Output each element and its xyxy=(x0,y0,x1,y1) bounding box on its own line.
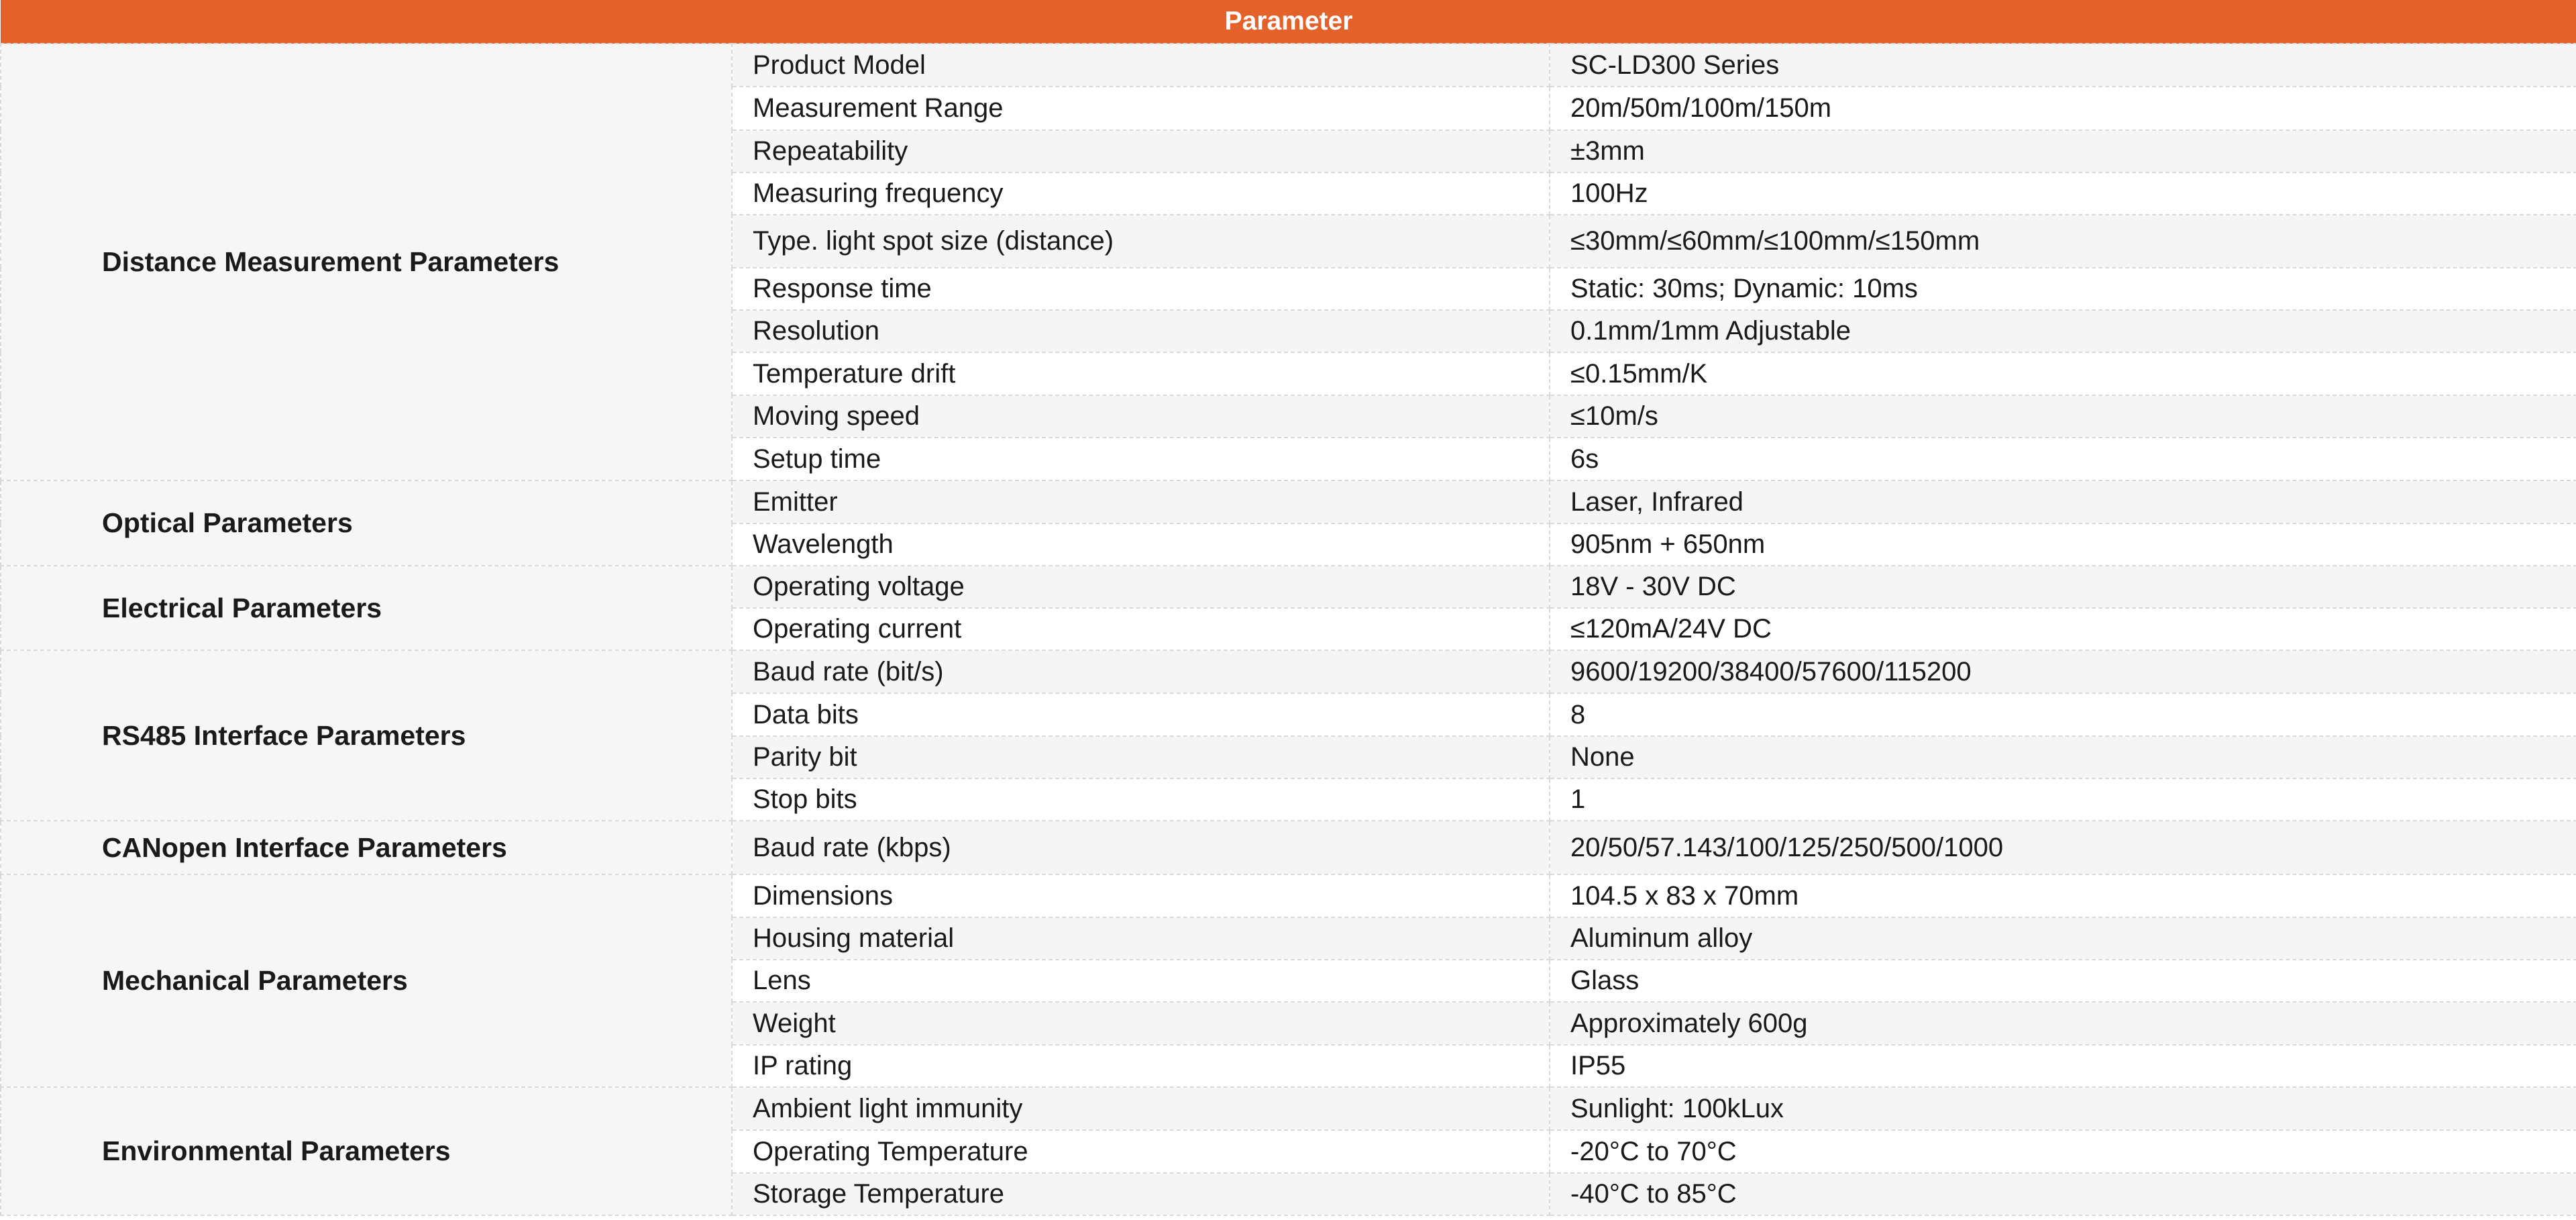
parameter-value: 1 xyxy=(1550,778,2576,821)
parameter-name: Data bits xyxy=(732,693,1550,736)
table-row xyxy=(1,874,2576,917)
parameter-value: ≤0.15mm/K xyxy=(1550,352,2576,395)
table-row xyxy=(1,650,2576,693)
parameter-name: Setup time xyxy=(732,438,1550,480)
parameter-value: SC-LD300 Series xyxy=(1550,44,2576,87)
parameter-name: Type. light spot size (distance) xyxy=(732,215,1550,268)
parameter-name: Baud rate (kbps) xyxy=(732,821,1550,874)
parameter-name: Parity bit xyxy=(732,736,1550,778)
group-label: RS485 Interface Parameters xyxy=(1,650,732,821)
parameter-name: Measuring frequency xyxy=(732,172,1550,215)
parameter-name: Resolution xyxy=(732,310,1550,352)
parameter-name: Baud rate (bit/s) xyxy=(732,650,1550,693)
group-label: Optical Parameters xyxy=(1,480,732,566)
group-label: Mechanical Parameters xyxy=(1,874,732,1087)
parameter-value: ≤10m/s xyxy=(1550,395,2576,438)
parameter-value: None xyxy=(1550,736,2576,778)
parameter-value: ±3mm xyxy=(1550,130,2576,172)
parameter-name: IP rating xyxy=(732,1045,1550,1087)
parameter-name: Lens xyxy=(732,960,1550,1002)
table-header-row xyxy=(1,0,2576,44)
parameter-name: Temperature drift xyxy=(732,352,1550,395)
parameter-name: Measurement Range xyxy=(732,87,1550,130)
parameter-value: 100Hz xyxy=(1550,172,2576,215)
parameter-value: 20/50/57.143/100/125/250/500/1000 xyxy=(1550,821,2576,874)
parameter-value: -20°C to 70°C xyxy=(1550,1130,2576,1173)
parameter-value: Aluminum alloy xyxy=(1550,917,2576,960)
table-title: Parameter xyxy=(1,0,2576,44)
table-row xyxy=(1,44,2576,87)
parameter-name: Operating Temperature xyxy=(732,1130,1550,1173)
parameter-value: -40°C to 85°C xyxy=(1550,1173,2576,1215)
parameter-name: Dimensions xyxy=(732,874,1550,917)
parameter-name: Weight xyxy=(732,1002,1550,1045)
parameter-name: Operating voltage xyxy=(732,566,1550,608)
parameter-value: 8 xyxy=(1550,693,2576,736)
group-label: Distance Measurement Parameters xyxy=(1,44,732,480)
group-label: Environmental Parameters xyxy=(1,1087,732,1215)
parameter-value: IP55 xyxy=(1550,1045,2576,1087)
parameter-value: Sunlight: 100kLux xyxy=(1550,1087,2576,1130)
table-row xyxy=(1,480,2576,523)
group-label: CANopen Interface Parameters xyxy=(1,821,732,874)
parameter-value: 9600/19200/38400/57600/115200 xyxy=(1550,650,2576,693)
parameter-value: 18V - 30V DC xyxy=(1550,566,2576,608)
group-label: Electrical Parameters xyxy=(1,566,732,650)
parameter-name: Operating current xyxy=(732,608,1550,650)
parameter-name: Product Model xyxy=(732,44,1550,87)
parameter-name: Repeatability xyxy=(732,130,1550,172)
parameter-value: Approximately 600g xyxy=(1550,1002,2576,1045)
parameter-value: Static: 30ms; Dynamic: 10ms xyxy=(1550,268,2576,310)
parameter-name: Ambient light immunity xyxy=(732,1087,1550,1130)
parameter-name: Stop bits xyxy=(732,778,1550,821)
table-row xyxy=(1,566,2576,608)
table-row xyxy=(1,1087,2576,1130)
parameter-name: Emitter xyxy=(732,480,1550,523)
parameter-value: Laser, Infrared xyxy=(1550,480,2576,523)
parameter-name: Housing material xyxy=(732,917,1550,960)
table-body xyxy=(1,44,2576,1215)
table-row xyxy=(1,821,2576,874)
parameter-name: Wavelength xyxy=(732,523,1550,566)
parameter-value: ≤120mA/24V DC xyxy=(1550,608,2576,650)
parameter-name: Response time xyxy=(732,268,1550,310)
parameter-value: Glass xyxy=(1550,960,2576,1002)
parameter-value: 905nm + 650nm xyxy=(1550,523,2576,566)
parameter-name: Moving speed xyxy=(732,395,1550,438)
parameter-value: 6s xyxy=(1550,438,2576,480)
parameter-name: Storage Temperature xyxy=(732,1173,1550,1215)
parameter-value: 20m/50m/100m/150m xyxy=(1550,87,2576,130)
parameter-value: ≤30mm/≤60mm/≤100mm/≤150mm xyxy=(1550,215,2576,268)
parameter-value: 104.5 x 83 x 70mm xyxy=(1550,874,2576,917)
parameter-value: 0.1mm/1mm Adjustable xyxy=(1550,310,2576,352)
